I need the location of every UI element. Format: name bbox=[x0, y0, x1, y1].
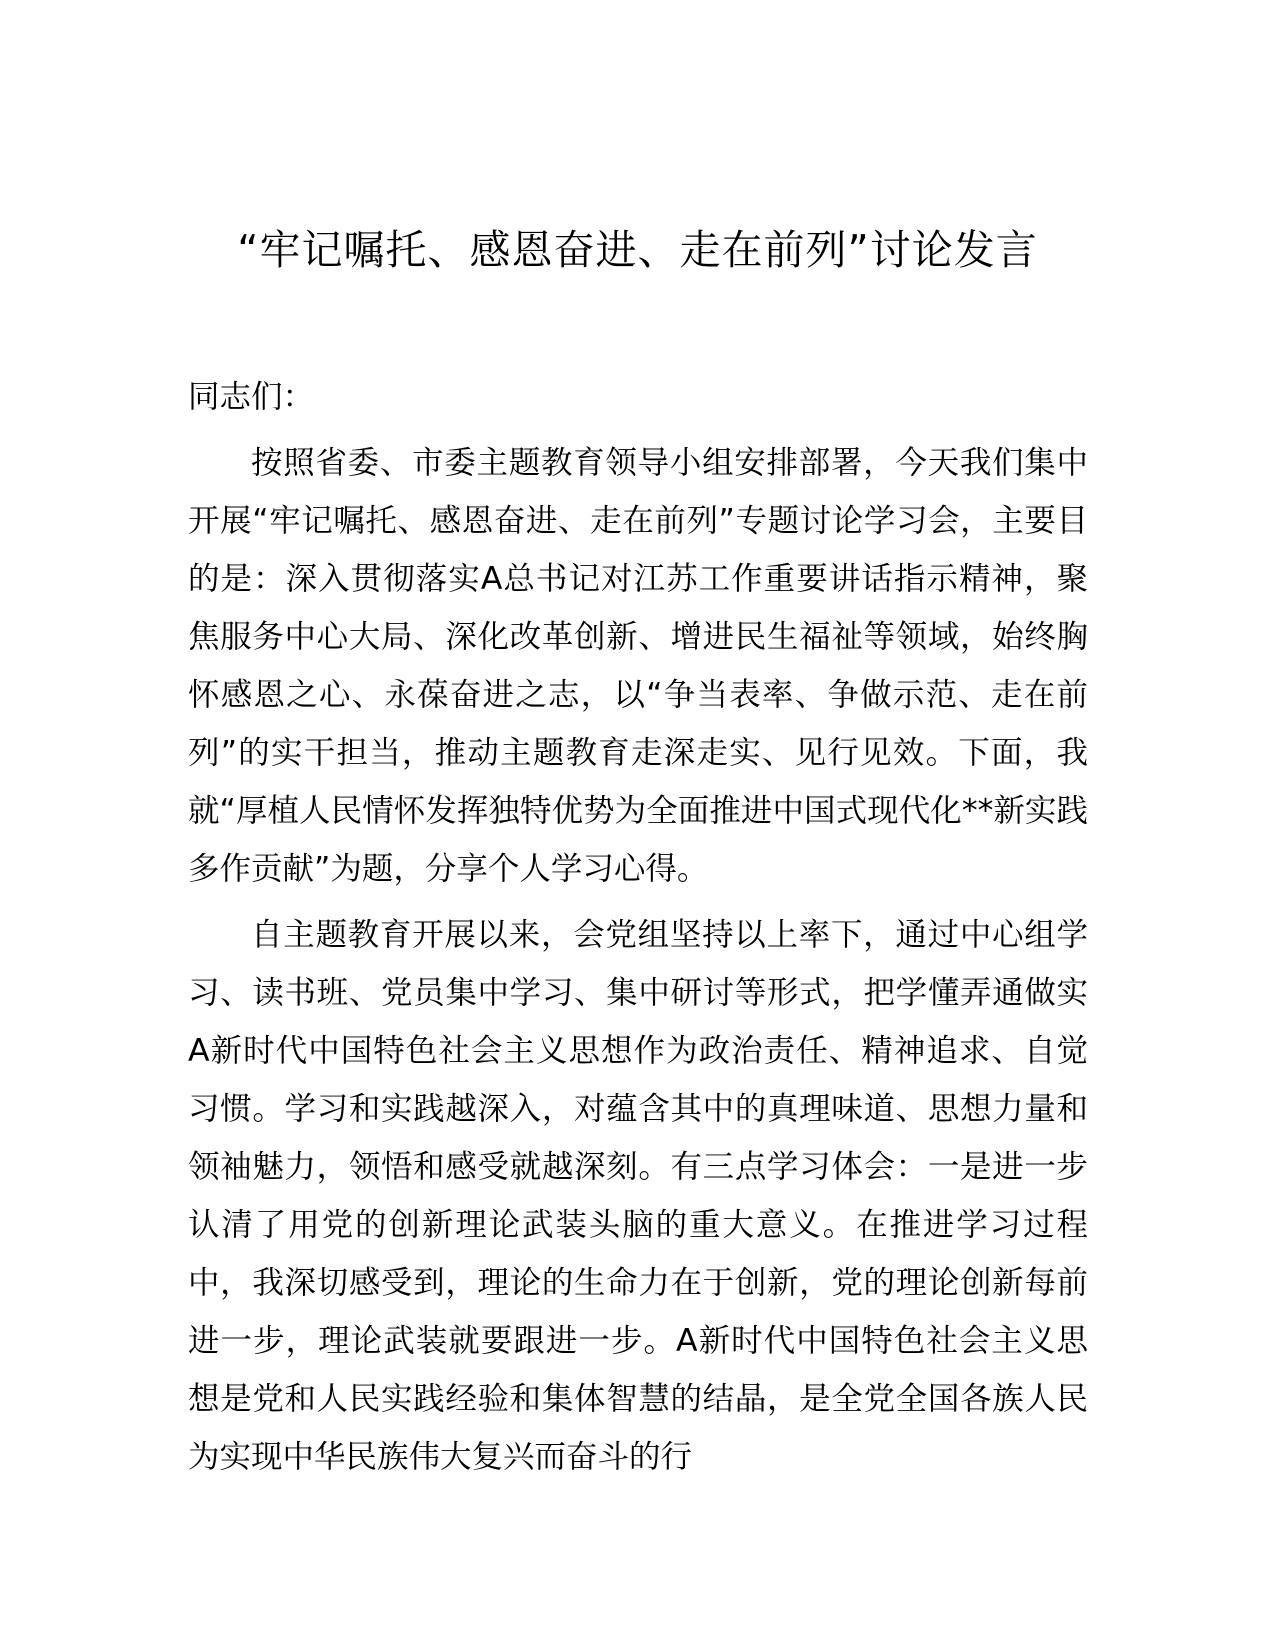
document-body bbox=[188, 368, 1088, 1486]
document-title: “牢记嘱托、感恩奋进、走在前列”讨论发言 bbox=[237, 226, 1038, 274]
paragraph-1: 按照省委、市委主题教育领导小组安排部署，今天我们集中开展“牢记嘱托、感恩奋进、走在前列”专题讨论学习会，主要目的是：深入贯彻落实A总书记对江苏工作重要讲话指示精神，聚焦服务中心大局、深化改革创新、增进民生福祉等领域，始终胸怀感恩之心、永葆奋进之志，以“争当表率、争做示范、走在前列”的实干担当，推动主题教育走深走实、见行见效。下面，我就“厚植人民情怀发挥独特优势为全面推进中国式现代化**新实践多作贡献”为题，分享个人学习心得。 bbox=[188, 445, 1088, 887]
paragraph-2: 自主题教育开展以来，会党组坚持以上率下，通过中心组学习、读书班、党员集中学习、集中研讨等形式，把学懂弄通做实A新时代中国特色社会主义思想作为政治责任、精神追求、自觉习惯。学习和实践越深入，对蕴含其中的真理味道、思想力量和领袖魅力，领悟和感受就越深刻。有三点学习体会：一是进一步认清了用党的创新理论武装头脑的重大意义。在推进学习过程中，我深切感受到，理论的生命力在于创新，党的理论创新每前进一步，理论武装就要跟进一步。A新时代中国特色社会主义思想是党和人民实践经验和集体智慧的结晶，是全党全国各族人民为实现中华民族伟大复兴而奋斗的行 bbox=[188, 917, 1088, 1475]
salutation: 同志们： bbox=[188, 379, 315, 415]
